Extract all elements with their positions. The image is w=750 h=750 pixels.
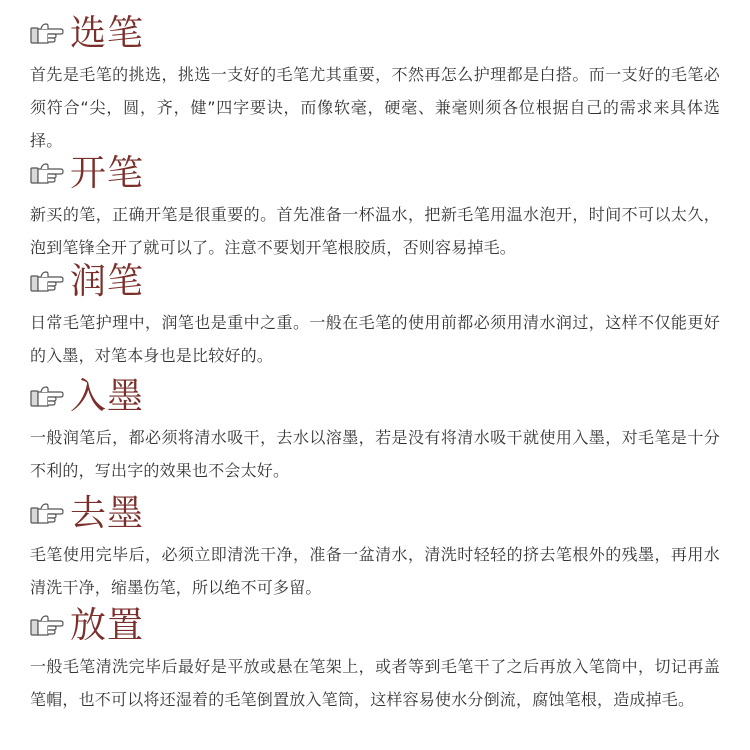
section-heading xyxy=(30,150,720,198)
section-title: 放置 xyxy=(70,605,145,646)
section-text: 毛笔使用完毕后，必须立即清洗干净，准备一盆清水，清洗时轻轻的挤去笔根外的残墨，再用水清洗干净，缩墨伤笔，所以绝不可多留。 xyxy=(30,545,720,597)
pointing-hand-icon xyxy=(30,21,64,47)
section-storage xyxy=(30,602,720,716)
section-heading xyxy=(30,373,720,421)
section-remove-ink xyxy=(30,490,720,604)
section-moisten-brush xyxy=(30,258,720,372)
pointing-hand-icon xyxy=(30,384,64,410)
section-text: 新买的笔，正确开笔是很重要的。首先准备一杯温水，把新毛笔用温水泡开，时间不可以太久，泡到笔锋全开了就可以了。注意不要划开笔根胶质，否则容易掉毛。 xyxy=(30,205,720,257)
pointing-hand-icon xyxy=(30,613,64,639)
section-title: 选笔 xyxy=(70,13,145,54)
section-text: 日常毛笔护理中，润笔也是重中之重。一般在毛笔的使用前都必须用清水润过，这样不仅能更好的入墨，对笔本身也是比较好的。 xyxy=(30,313,720,365)
section-text: 一般毛笔清洗完毕后最好是平放或悬在笔架上，或者等到毛笔干了之后再放入笔筒中，切记再盖笔帽，也不可以将还湿着的毛笔倒置放入笔筒，这样容易使水分倒流，腐蚀笔根，造成掉毛。 xyxy=(30,657,720,709)
section-heading xyxy=(30,490,720,538)
section-title: 开笔 xyxy=(70,153,145,194)
section-title: 去墨 xyxy=(70,493,145,534)
section-heading xyxy=(30,10,720,58)
section-text: 首先是毛笔的挑选，挑选一支好的毛笔尤其重要，不然再怎么护理都是白搭。而一支好的毛笔必须符合“尖，圆，齐，健”四字要诀，而像软毫，硬毫、兼毫则须各位根据自己的需求来具体选择。 xyxy=(30,65,720,150)
pointing-hand-icon xyxy=(30,161,64,187)
section-heading xyxy=(30,602,720,650)
pointing-hand-icon xyxy=(30,269,64,295)
section-open-brush xyxy=(30,150,720,264)
pointing-hand-icon xyxy=(30,501,64,527)
section-text: 一般润笔后，都必须将清水吸干，去水以溶墨，若是没有将清水吸干就使用入墨，对毛笔是十分不利的，写出字的效果也不会太好。 xyxy=(30,428,720,480)
section-title: 润笔 xyxy=(70,261,145,302)
section-title: 入墨 xyxy=(70,376,145,417)
section-heading xyxy=(30,258,720,306)
section-add-ink xyxy=(30,373,720,487)
section-select-brush xyxy=(30,10,720,157)
